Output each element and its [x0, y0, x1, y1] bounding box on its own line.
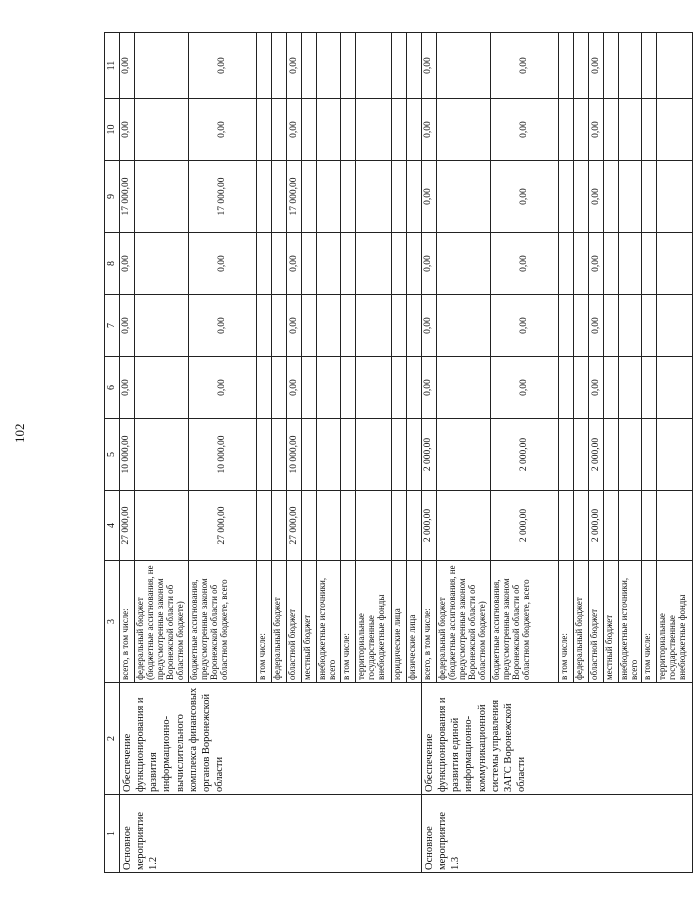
- funding-source-label: местный бюджет: [604, 561, 619, 683]
- value-cell: [619, 419, 642, 491]
- value-cell: [619, 491, 642, 561]
- value-cell: 0,00: [491, 357, 559, 419]
- value-cell: [302, 161, 317, 233]
- value-cell: 0,00: [120, 233, 135, 295]
- value-cell: 0,00: [287, 233, 302, 295]
- value-cell: [135, 161, 189, 233]
- value-cell: [604, 357, 619, 419]
- value-cell: 0,00: [120, 357, 135, 419]
- value-cell: [135, 357, 189, 419]
- value-cell: 0,00: [491, 295, 559, 357]
- value-cell: [641, 357, 656, 419]
- value-cell: [135, 99, 189, 161]
- value-cell: 0,00: [287, 357, 302, 419]
- value-cell: 2 000,00: [589, 419, 604, 491]
- value-cell: 0,00: [491, 33, 559, 99]
- value-cell: 0,00: [120, 33, 135, 99]
- value-cell: [356, 491, 392, 561]
- value-cell: [135, 233, 189, 295]
- value-cell: 0,00: [287, 295, 302, 357]
- value-cell: [317, 233, 341, 295]
- value-cell: 0,00: [422, 33, 437, 99]
- value-cell: [407, 233, 422, 295]
- col-header: 6: [105, 357, 120, 419]
- value-cell: 0,00: [589, 233, 604, 295]
- value-cell: [257, 491, 272, 561]
- value-cell: 0,00: [189, 99, 257, 161]
- value-cell: [392, 33, 407, 99]
- value-cell: 2 000,00: [589, 491, 604, 561]
- value-cell: [317, 99, 341, 161]
- value-cell: [135, 491, 189, 561]
- value-cell: 0,00: [189, 233, 257, 295]
- value-cell: 27 000,00: [120, 491, 135, 561]
- value-cell: 0,00: [589, 295, 604, 357]
- value-cell: [559, 357, 574, 419]
- value-cell: 10 000,00: [287, 419, 302, 491]
- value-cell: [317, 161, 341, 233]
- funding-source-label: федеральный бюджет (бюджетные ассигнования, не предусмотренные законом Воронежской области об областном бюджете): [437, 561, 491, 683]
- value-cell: [392, 419, 407, 491]
- value-cell: [619, 295, 642, 357]
- value-cell: 2 000,00: [491, 491, 559, 561]
- funding-source-label: бюджетные ассигнования, предусмотренные законом Воронежской области об областном бюджете, всего: [491, 561, 559, 683]
- funding-source-label: в том числе:: [559, 561, 574, 683]
- funding-source-label: в том числе:: [641, 561, 656, 683]
- table-row: [422, 33, 437, 873]
- value-cell: [272, 419, 287, 491]
- value-cell: [407, 161, 422, 233]
- value-cell: [272, 233, 287, 295]
- value-cell: [356, 161, 392, 233]
- value-cell: [604, 33, 619, 99]
- value-cell: [356, 419, 392, 491]
- value-cell: [574, 357, 589, 419]
- value-cell: [407, 33, 422, 99]
- value-cell: [392, 233, 407, 295]
- value-cell: [641, 99, 656, 161]
- value-cell: [341, 357, 356, 419]
- value-cell: [272, 491, 287, 561]
- value-cell: [619, 357, 642, 419]
- value-cell: [656, 161, 692, 233]
- value-cell: 0,00: [491, 233, 559, 295]
- table-row: [120, 33, 135, 873]
- value-cell: [604, 233, 619, 295]
- value-cell: 0,00: [189, 357, 257, 419]
- value-cell: [574, 295, 589, 357]
- value-cell: [257, 161, 272, 233]
- value-cell: 0,00: [422, 357, 437, 419]
- value-cell: [257, 357, 272, 419]
- funding-source-label: юридические лица: [392, 561, 407, 683]
- header-row: [105, 33, 120, 873]
- funding-source-label: бюджетные ассигнования, предусмотренные законом Воронежской области об областном бюджете, всего: [189, 561, 257, 683]
- value-cell: [341, 161, 356, 233]
- value-cell: [272, 33, 287, 99]
- value-cell: [257, 99, 272, 161]
- value-cell: [135, 33, 189, 99]
- value-cell: [604, 161, 619, 233]
- col-header: 10: [105, 99, 120, 161]
- funding-source-label: областной бюджет: [589, 561, 604, 683]
- col-header: 7: [105, 295, 120, 357]
- value-cell: 2 000,00: [422, 491, 437, 561]
- value-cell: 27 000,00: [287, 491, 302, 561]
- funding-source-label: областной бюджет: [287, 561, 302, 683]
- value-cell: [559, 419, 574, 491]
- value-cell: 0,00: [287, 99, 302, 161]
- page-number: 102: [12, 423, 27, 443]
- col-header: 5: [105, 419, 120, 491]
- value-cell: [656, 233, 692, 295]
- value-cell: [407, 295, 422, 357]
- value-cell: [407, 491, 422, 561]
- value-cell: [656, 99, 692, 161]
- value-cell: [407, 419, 422, 491]
- value-cell: [356, 357, 392, 419]
- value-cell: 0,00: [491, 99, 559, 161]
- value-cell: [356, 233, 392, 295]
- value-cell: [437, 233, 491, 295]
- value-cell: [619, 33, 642, 99]
- value-cell: [392, 357, 407, 419]
- value-cell: [392, 161, 407, 233]
- value-cell: [619, 99, 642, 161]
- value-cell: 10 000,00: [120, 419, 135, 491]
- value-cell: [257, 295, 272, 357]
- value-cell: [317, 419, 341, 491]
- funding-source-label: территориальные государственные внебюджетные фонды: [356, 561, 392, 683]
- funding-source-label: всего, в том числе:: [120, 561, 135, 683]
- value-cell: [407, 357, 422, 419]
- value-cell: [437, 33, 491, 99]
- value-cell: [641, 233, 656, 295]
- value-cell: 0,00: [589, 33, 604, 99]
- value-cell: 17 000,00: [189, 161, 257, 233]
- value-cell: [656, 357, 692, 419]
- value-cell: [302, 233, 317, 295]
- value-cell: 2 000,00: [491, 419, 559, 491]
- value-cell: [257, 419, 272, 491]
- value-cell: 0,00: [422, 161, 437, 233]
- value-cell: [641, 491, 656, 561]
- value-cell: [437, 357, 491, 419]
- value-cell: [135, 295, 189, 357]
- event-code: Основное мероприятие 1.2: [120, 795, 422, 873]
- value-cell: [604, 491, 619, 561]
- value-cell: [407, 99, 422, 161]
- col-header: 9: [105, 161, 120, 233]
- value-cell: [341, 295, 356, 357]
- col-header: 4: [105, 491, 120, 561]
- event-name: Обеспечение функционирования и развития единой информационно-коммуникационной системы управления ЗАГС Воронежской области: [422, 683, 693, 795]
- value-cell: 0,00: [422, 99, 437, 161]
- value-cell: [356, 295, 392, 357]
- col-header: 3: [105, 561, 120, 683]
- value-cell: [302, 33, 317, 99]
- value-cell: [437, 99, 491, 161]
- value-cell: [272, 161, 287, 233]
- value-cell: [656, 33, 692, 99]
- funding-source-label: федеральный бюджет: [574, 561, 589, 683]
- value-cell: [619, 161, 642, 233]
- value-cell: 0,00: [120, 295, 135, 357]
- value-cell: [392, 99, 407, 161]
- funding-source-label: местный бюджет: [302, 561, 317, 683]
- value-cell: [574, 233, 589, 295]
- value-cell: [272, 357, 287, 419]
- value-cell: [574, 419, 589, 491]
- value-cell: [641, 419, 656, 491]
- value-cell: 10 000,00: [189, 419, 257, 491]
- value-cell: [559, 99, 574, 161]
- value-cell: [604, 99, 619, 161]
- value-cell: [341, 33, 356, 99]
- value-cell: [574, 33, 589, 99]
- value-cell: 17 000,00: [120, 161, 135, 233]
- value-cell: [302, 99, 317, 161]
- value-cell: 0,00: [189, 295, 257, 357]
- event-name: Обеспечение функционирования и развития информационно-вычислительного комплекса финансовых органов Воронежской области: [120, 683, 422, 795]
- value-cell: [302, 295, 317, 357]
- value-cell: [272, 295, 287, 357]
- value-cell: [392, 491, 407, 561]
- value-cell: [574, 99, 589, 161]
- col-header: 11: [105, 33, 120, 99]
- funding-source-label: территориальные государственные внебюджетные фонды: [656, 561, 692, 683]
- value-cell: [619, 233, 642, 295]
- value-cell: 0,00: [120, 99, 135, 161]
- value-cell: [437, 295, 491, 357]
- value-cell: [641, 33, 656, 99]
- value-cell: 27 000,00: [189, 491, 257, 561]
- value-cell: [302, 357, 317, 419]
- value-cell: [559, 491, 574, 561]
- value-cell: [341, 233, 356, 295]
- value-cell: 0,00: [287, 33, 302, 99]
- value-cell: [559, 295, 574, 357]
- value-cell: [604, 295, 619, 357]
- value-cell: [302, 419, 317, 491]
- value-cell: [317, 491, 341, 561]
- value-cell: [317, 357, 341, 419]
- table-body: [120, 33, 693, 873]
- value-cell: 0,00: [491, 161, 559, 233]
- value-cell: [257, 233, 272, 295]
- value-cell: [559, 233, 574, 295]
- value-cell: [272, 99, 287, 161]
- funding-source-label: федеральный бюджет: [272, 561, 287, 683]
- value-cell: [341, 491, 356, 561]
- rotated-table-container: [104, 33, 687, 873]
- value-cell: [656, 419, 692, 491]
- value-cell: [356, 33, 392, 99]
- value-cell: [257, 33, 272, 99]
- col-header: 1: [105, 795, 120, 873]
- value-cell: [302, 491, 317, 561]
- col-header: 8: [105, 233, 120, 295]
- value-cell: 0,00: [422, 295, 437, 357]
- value-cell: [135, 419, 189, 491]
- value-cell: [437, 161, 491, 233]
- value-cell: 0,00: [189, 33, 257, 99]
- funding-source-label: внебюджетные источники, всего: [317, 561, 341, 683]
- value-cell: [604, 419, 619, 491]
- budget-table: [104, 32, 693, 873]
- value-cell: [356, 99, 392, 161]
- value-cell: [437, 491, 491, 561]
- value-cell: [341, 419, 356, 491]
- value-cell: [574, 161, 589, 233]
- value-cell: [559, 33, 574, 99]
- value-cell: [559, 161, 574, 233]
- funding-source-label: в том числе:: [257, 561, 272, 683]
- event-code: Основное мероприятие 1.3: [422, 795, 693, 873]
- value-cell: [656, 491, 692, 561]
- funding-source-label: всего, в том числе:: [422, 561, 437, 683]
- col-header: 2: [105, 683, 120, 795]
- value-cell: [437, 419, 491, 491]
- value-cell: [392, 295, 407, 357]
- value-cell: 0,00: [422, 233, 437, 295]
- funding-source-label: в том числе:: [341, 561, 356, 683]
- value-cell: [641, 161, 656, 233]
- value-cell: 0,00: [589, 161, 604, 233]
- value-cell: 0,00: [589, 99, 604, 161]
- value-cell: [341, 99, 356, 161]
- funding-source-label: физические лица: [407, 561, 422, 683]
- value-cell: [656, 295, 692, 357]
- value-cell: [317, 33, 341, 99]
- value-cell: [574, 491, 589, 561]
- value-cell: 17 000,00: [287, 161, 302, 233]
- value-cell: [641, 295, 656, 357]
- funding-source-label: федеральный бюджет (бюджетные ассигнования, не предусмотренные законом Воронежской области об областном бюджете): [135, 561, 189, 683]
- value-cell: [317, 295, 341, 357]
- value-cell: 2 000,00: [422, 419, 437, 491]
- value-cell: 0,00: [589, 357, 604, 419]
- funding-source-label: внебюджетные источники, всего: [619, 561, 642, 683]
